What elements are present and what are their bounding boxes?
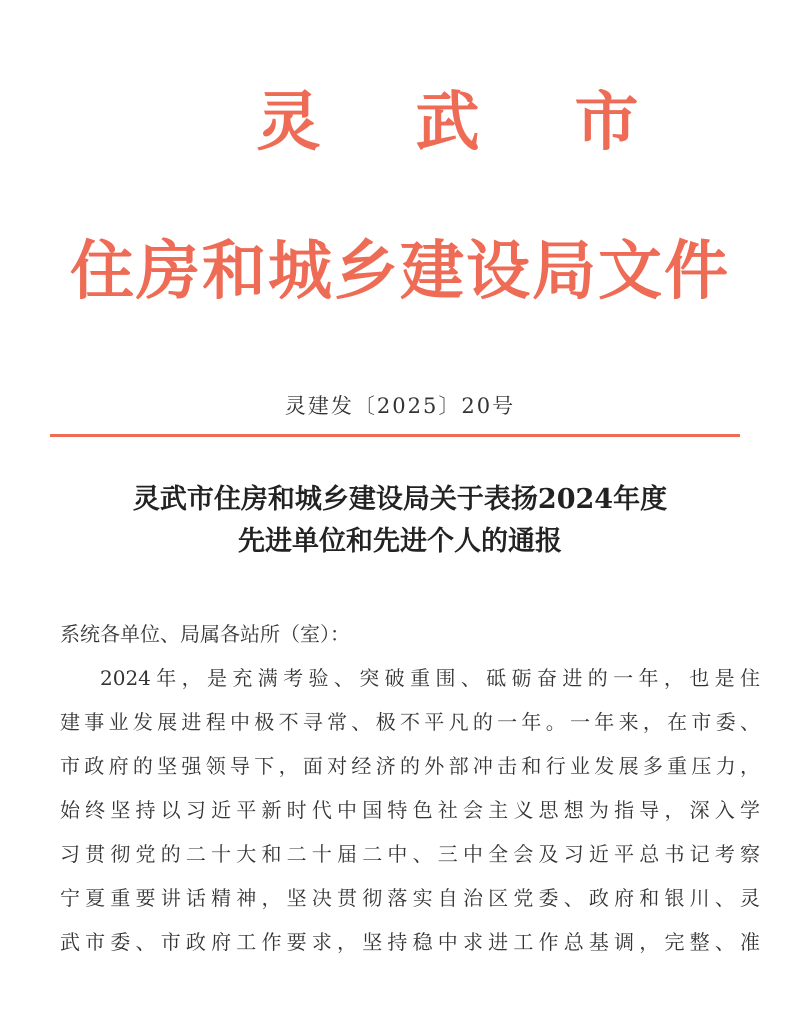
paragraph-line: 宁夏重要讲话精神，坚决贯彻落实自治区党委、政府和银川、灵 [60, 886, 760, 910]
issuing-city-heading: 灵武市 [256, 85, 734, 160]
issuing-bureau-heading: 住房和城乡建设局文件 [70, 234, 730, 309]
paragraph-line: 始终坚持以习近平新时代中国特色社会主义思想为指导，深入学 [60, 798, 760, 822]
salutation: 系统各单位、局属各站所（室）： [60, 622, 350, 646]
paragraph-line: 建事业发展进程中极不寻常、极不平凡的一年。一年来，在市委、 [60, 710, 760, 734]
document-number: 灵建发〔2025〕20号 [284, 394, 516, 418]
paragraph-line: 市政府的坚强领导下，面对经济的外部冲击和行业发展多重压力， [60, 754, 760, 778]
paragraph-line: 习贯彻党的二十大和二十届二中、三中全会及习近平总书记考察 [60, 842, 760, 866]
document-title-line-1: 灵武市住房和城乡建设局关于表扬2024年度 [132, 484, 668, 515]
paragraph-line: 武市委、市政府工作要求，坚持稳中求进工作总基调，完整、准 [60, 930, 760, 954]
paragraph-line: 2024年，是充满考验、突破重围、砥砺奋进的一年，也是住 [100, 666, 760, 690]
body-paragraph [60, 656, 760, 964]
red-separator-line [50, 434, 740, 437]
document-title-line-2: 先进单位和先进个人的通报 [238, 526, 562, 557]
